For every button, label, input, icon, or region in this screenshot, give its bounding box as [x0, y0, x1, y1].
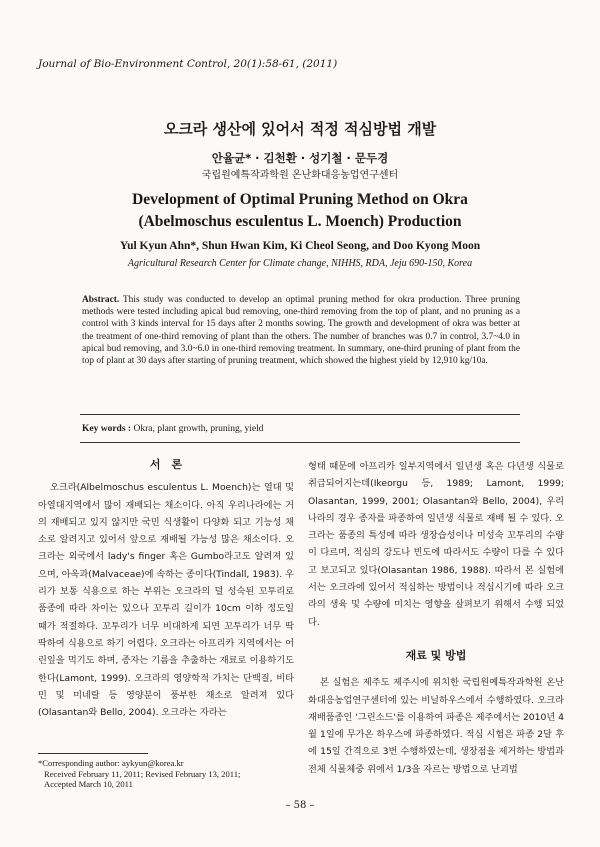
received-dates: Received February 11, 2011; Revised February 13, 2011; [44, 768, 241, 779]
right-column [308, 458, 564, 778]
english-title-line1: Development of Optimal Pruning Method on Okra [132, 191, 468, 208]
intro-paragraph-1: 오크라(Albelmoschus esculentus L. Moench)는 열대 및 아열대지역에서 많이 재배되는 채소이다. 아직 우리나라에는 거의 재배되고 있지 않지만 국민 식생활이 다양화 되고 기능성 채소로 알려지고 있어서 앞으로 재배될 가능성 많은 채소이다. 오크라는 외국에서 lady's finger 혹은 Gumbo라고도 알려져 있으며, 아욱과(Malvaceae)에 속하는 종이다(Tindall, 1983). 우리가 보통 식용으로 하는 부위는 오크라의 덜 성숙된 꼬투리로 품종에 따라 차이는 있으나 꼬투리 길이가 10cm 이하 정도일 때가 적절하다. 꼬투리가 너무 비대하게 되면 꼬투리가 너무 딱딱하여 식용으로 하기 어렵다. 오크라는 아프리카 지역에서는 어린잎을 먹기도 하며, 종자는 기름을 추출하는 재료로 이용하기도 한다(Lamont, 1999). 오크라의 영양학적 가치는 단백질, 비타민 및 미네랄 등 영양분이 풍부한 채소로 알려져 있다(Olasantan와 Bello, 2004). 오크라는 자라는 [38, 482, 294, 719]
english-title [0, 189, 600, 233]
abstract [82, 294, 520, 367]
keywords [82, 424, 264, 434]
left-column [38, 456, 294, 721]
corresponding-author: *Corresponding author: aykyun@korea.kr [38, 758, 184, 768]
intro-heading: 서 론 [149, 458, 183, 471]
divider-top [80, 414, 520, 415]
keywords-text: Okra, plant growth, pruning, yield [133, 424, 264, 434]
abstract-label: Abstract. [82, 295, 120, 305]
methods-paragraph-1: 본 실험은 제주도 제주시에 위치한 국립원예특작과학원 온난화대응농업연구센터에 있는 비닐하우스에서 수행하였다. 오크라 재배품종인 '그린소드'를 이용하여 파종은 제주에서는 2010년 4월 1일에 무가온 하우스에 파종하였다. 적심 시험은 파종 2달 후에 15일 간격으로 3번 수행하였는데, 생장점을 제거하는 방법과 전체 식물체중 위에서 1/3을 자르는 방법으로 난괴법 [308, 677, 564, 775]
divider-bottom [80, 442, 520, 443]
methods-heading: 재료 및 방법 [405, 648, 467, 662]
korean-title: 오크라 생산에 있어서 적정 적심방법 개발 [163, 120, 437, 138]
english-affiliation: Agricultural Research Center for Climate change, NIHHS, RDA, Jeju 690-150, Korea [127, 258, 473, 269]
footnote [38, 758, 298, 790]
korean-affiliation: 국립원예특작과학원 온난화대응농업연구센터 [201, 170, 399, 181]
english-authors: Yul Kyun Ahn*, Shun Hwan Kim, Ki Cheol Seong, and Doo Kyong Moon [119, 240, 481, 252]
keywords-label: Key words : [82, 424, 132, 434]
footnote-rule [38, 753, 148, 754]
korean-authors: 안율균* · 김천환 · 성기철 · 문두경 [211, 151, 389, 165]
intro-paragraph-2: 형태 때문에 아프리카 일부지역에서 일년생 혹은 다년생 식물로 취급되어지는데(Ikeorgu 등, 1989; Lamont, 1999; Olasantan, 1999, 2001; Olasantan와 Bello, 2004), 우리나라의 경우 종자를 파종하여 일년생 식물로 재배 될 수 있다. 오크라는 품종의 특성에 따라 생장습성이나 미성숙 꼬투리의 수량이 다르며, 적심의 강도나 빈도에 따라서도 수량이 다를 수 있다고 보고되고 있다(Olasantan 1986, 1988). 따라서 본 실험에서는 오크라에 있어서 적심하는 방법이나 적심시기에 따라 오크라의 생육 및 수량에 미치는 영향을 살펴보기 위해서 수행 되었다. [308, 461, 564, 628]
english-title-line2: (Abelmoschus esculentus L. Moench) Production [138, 213, 462, 230]
accepted-date: Accepted March 10, 2011 [44, 779, 133, 789]
journal-citation: Journal of Bio-Environment Control, 20(1):58-61, (2011) [38, 58, 338, 70]
abstract-text: This study was conducted to develop an optimal pruning method for okra production. Three pruning methods were tested including apical bud removing, one-third removing from the top of plant, and no pruning as a control with 3 kinds interval for 15 days after 2 months sowing. The growth and development of okra was better at the treatment of one-third removing of plant than the others. The number of branches was 0.7 in control, 3.7~4.0 in apical bud removing, and 3.0~6.0 in one-third removing treatment. In summary, one-third pruning of plant from the top of plant at 30 days after starting of pruning treatment, which showed the highest yield by 12,910 kg/10a. [82, 295, 520, 367]
page-number: – 58 – [285, 800, 315, 811]
